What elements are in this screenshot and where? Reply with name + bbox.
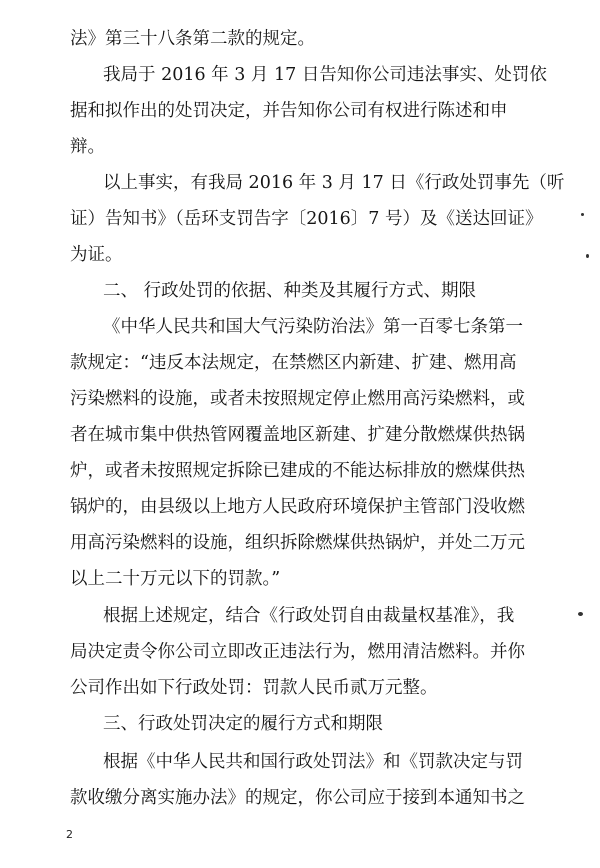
text-line: 锅炉的，由县级以上地方人民政府环境保护主管部门没收燃	[70, 497, 525, 517]
scan-speck	[578, 612, 583, 616]
text-line: 以上事实，有我局 2016 年 3 月 17 日《行政处罚事先（听	[103, 173, 565, 193]
text-line: 污染燃料的设施，或者未按照规定停止燃用高污染燃料，或	[70, 389, 525, 409]
text-line: 者在城市集中供热管网覆盖地区新建、扩建分散燃煤供热锅	[70, 425, 525, 445]
text-line: 用高污染燃料的设施，组织拆除燃煤供热锅炉，并处二万元	[70, 533, 525, 553]
text-line: 款规定：“违反本法规定，在禁燃区内新建、扩建、燃用高	[70, 353, 517, 373]
text-line: 以上二十万元以下的罚款。”	[70, 569, 281, 589]
text-line: 根据《中华人民共和国行政处罚法》和《罚款决定与罚	[103, 752, 523, 772]
text-line: 证）告知书》（岳环支罚告字〔2016〕7 号）及《送达回证》	[70, 209, 543, 229]
text-line: 炉，或者未按照规定拆除已建成的不能达标排放的燃煤供热	[70, 461, 525, 481]
page-number: 2	[66, 828, 73, 841]
text-line: 为证。	[70, 245, 123, 265]
section-heading: 三、行政处罚决定的履行方式和期限	[103, 714, 383, 734]
text-line: 辩。	[70, 137, 105, 157]
text-line: 《中华人民共和国大气污染防治法》第一百零七条第一	[103, 317, 523, 337]
text-line: 局决定责令你公司立即改正违法行为，燃用清洁燃料。并你	[70, 642, 525, 662]
scan-speck	[586, 254, 589, 258]
scan-speck	[581, 213, 584, 216]
text-line: 据和拟作出的处罚决定，并告知你公司有权进行陈述和申	[70, 101, 508, 121]
text-line: 款收缴分离实施办法》的规定，你公司应于接到本通知书之	[70, 788, 525, 808]
text-line: 公司作出如下行政处罚：罚款人民币贰万元整。	[70, 678, 438, 698]
text-line: 根据上述规定，结合《行政处罚自由裁量权基准》，我	[103, 606, 515, 626]
section-heading: 二、 行政处罚的依据、种类及其履行方式、期限	[103, 281, 477, 301]
text-line: 法》第三十八条第二款的规定。	[70, 29, 315, 49]
text-line: 我局于 2016 年 3 月 17 日告知你公司违法事实、处罚依	[103, 65, 547, 85]
